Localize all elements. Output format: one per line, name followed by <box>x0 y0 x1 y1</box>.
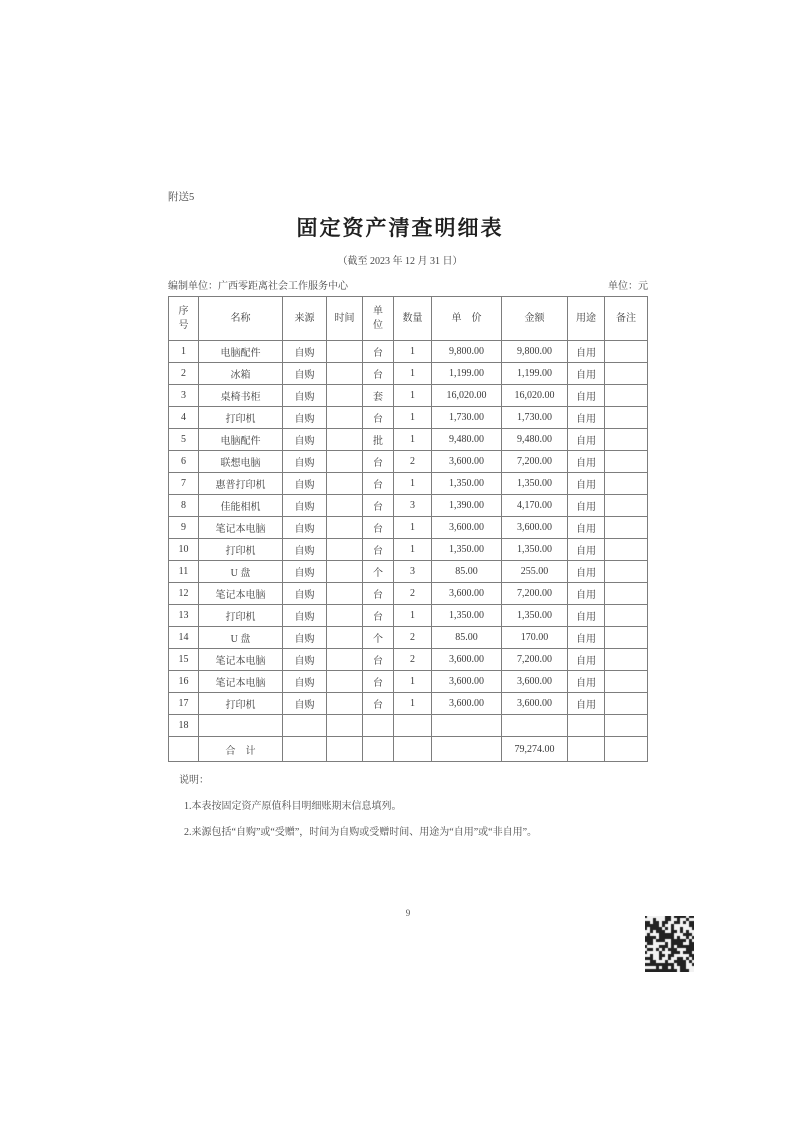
cell <box>327 583 363 605</box>
cell: 1 <box>394 539 432 561</box>
cell: 16,020.00 <box>502 385 568 407</box>
column-header-label: 金额 <box>524 312 545 324</box>
table-row <box>169 495 648 517</box>
cell: 打印机 <box>199 693 283 715</box>
cell: 台 <box>363 693 394 715</box>
cell: 3,600.00 <box>502 693 568 715</box>
cell: 18 <box>169 715 199 737</box>
cell: 自用 <box>568 407 605 429</box>
cell: 自购 <box>283 429 327 451</box>
cell: 台 <box>363 605 394 627</box>
cell <box>432 715 502 737</box>
asset-inventory-table <box>168 296 648 762</box>
column-header <box>327 297 363 341</box>
cell <box>169 737 199 762</box>
cell: 自用 <box>568 473 605 495</box>
cell <box>327 341 363 363</box>
table-row <box>169 583 648 605</box>
cell: 3 <box>169 385 199 407</box>
table-row <box>169 539 648 561</box>
prepared-by-label: 编制单位：广西零距离社会工作服务中心 <box>168 281 348 292</box>
cell <box>605 407 648 429</box>
cell: 自用 <box>568 649 605 671</box>
cell: 台 <box>363 473 394 495</box>
cell: 3,600.00 <box>502 671 568 693</box>
cell <box>605 363 648 385</box>
cell <box>327 429 363 451</box>
table-row <box>169 473 648 495</box>
cell: 自购 <box>283 407 327 429</box>
cell: 自购 <box>283 561 327 583</box>
column-header-label: 序号 <box>178 306 189 331</box>
cell <box>605 627 648 649</box>
cell: 1,350.00 <box>432 539 502 561</box>
cell <box>568 737 605 762</box>
cell: 3 <box>394 561 432 583</box>
cell: 批 <box>363 429 394 451</box>
cell: 3,600.00 <box>502 517 568 539</box>
cell: 1 <box>394 341 432 363</box>
column-header <box>568 297 605 341</box>
cell: 1,199.00 <box>502 363 568 385</box>
cell: 自用 <box>568 341 605 363</box>
cell <box>605 649 648 671</box>
cell: 自购 <box>283 473 327 495</box>
cell: 台 <box>363 363 394 385</box>
cell: 台 <box>363 407 394 429</box>
table-row <box>169 649 648 671</box>
cell <box>327 473 363 495</box>
qr-code <box>645 916 694 972</box>
cell: 3,600.00 <box>432 649 502 671</box>
cell: 个 <box>363 561 394 583</box>
note-item-2: 2.来源包括“自购”或“受赠”，时间为自购或受赠时间、用途为“自用”或“非自用”。 <box>184 827 538 838</box>
cell: 170.00 <box>502 627 568 649</box>
cell: 自购 <box>283 363 327 385</box>
table-row <box>169 363 648 385</box>
cell: 自购 <box>283 693 327 715</box>
cell: 自用 <box>568 385 605 407</box>
column-header <box>283 297 327 341</box>
cell: 8 <box>169 495 199 517</box>
cell <box>363 737 394 762</box>
cell: 1 <box>394 407 432 429</box>
column-header <box>502 297 568 341</box>
table-row <box>169 517 648 539</box>
cell: 1,730.00 <box>502 407 568 429</box>
cell: 3,600.00 <box>432 517 502 539</box>
cell: 1 <box>394 671 432 693</box>
column-header <box>605 297 648 341</box>
cell <box>394 737 432 762</box>
cell: 255.00 <box>502 561 568 583</box>
cell: 自购 <box>283 517 327 539</box>
cell: 3,600.00 <box>432 693 502 715</box>
cell: 16 <box>169 671 199 693</box>
cell: 自用 <box>568 495 605 517</box>
column-header-label: 来源 <box>294 312 315 324</box>
cell: 7,200.00 <box>502 649 568 671</box>
cell: U 盘 <box>199 561 283 583</box>
cell <box>327 715 363 737</box>
table-row <box>169 429 648 451</box>
column-header-label: 数量 <box>402 312 423 324</box>
cell: 1 <box>394 429 432 451</box>
cell: 1,350.00 <box>502 473 568 495</box>
cell <box>605 539 648 561</box>
cell <box>327 737 363 762</box>
cell: 自购 <box>283 495 327 517</box>
cell: 1,350.00 <box>432 473 502 495</box>
cell: 1 <box>394 473 432 495</box>
cell: 套 <box>363 385 394 407</box>
cell: 4,170.00 <box>502 495 568 517</box>
page-subtitle: （截至 2023 年 12 月 31 日） <box>337 256 463 267</box>
column-header-label: 单 价 <box>451 312 482 324</box>
cell: 自购 <box>283 627 327 649</box>
cell: 台 <box>363 583 394 605</box>
cell <box>327 495 363 517</box>
cell: 1 <box>394 605 432 627</box>
page-title: 固定资产清查明细表 <box>296 217 504 240</box>
cell <box>363 715 394 737</box>
cell <box>605 605 648 627</box>
column-header-label: 用途 <box>576 312 596 324</box>
table-row <box>169 627 648 649</box>
cell: 自用 <box>568 671 605 693</box>
table-row <box>169 715 648 737</box>
attachment-label: 附送5 <box>168 192 195 203</box>
cell: 3,600.00 <box>432 583 502 605</box>
cell: 台 <box>363 517 394 539</box>
cell: 1,390.00 <box>432 495 502 517</box>
table-row <box>169 451 648 473</box>
cell: 2 <box>394 649 432 671</box>
cell: 电脑配件 <box>199 341 283 363</box>
cell <box>605 451 648 473</box>
cell: 笔记本电脑 <box>199 671 283 693</box>
cell: 15 <box>169 649 199 671</box>
cell: 13 <box>169 605 199 627</box>
page-number: 9 <box>405 908 411 918</box>
cell <box>327 451 363 473</box>
cell: 联想电脑 <box>199 451 283 473</box>
cell: 合 计 <box>199 737 283 762</box>
cell: 12 <box>169 583 199 605</box>
column-header-label: 时间 <box>334 312 355 324</box>
cell <box>283 737 327 762</box>
cell: 2 <box>394 627 432 649</box>
cell: 台 <box>363 495 394 517</box>
cell: 佳能相机 <box>199 495 283 517</box>
cell: 自购 <box>283 605 327 627</box>
column-header-label: 名称 <box>230 312 251 324</box>
cell: 自用 <box>568 627 605 649</box>
cell: 自用 <box>568 517 605 539</box>
cell: 台 <box>363 671 394 693</box>
cell: 9,800.00 <box>502 341 568 363</box>
cell: U 盘 <box>199 627 283 649</box>
cell: 2 <box>394 583 432 605</box>
cell: 3,600.00 <box>432 451 502 473</box>
cell <box>605 737 648 762</box>
cell <box>605 583 648 605</box>
cell: 1 <box>394 363 432 385</box>
cell: 16,020.00 <box>432 385 502 407</box>
cell <box>327 517 363 539</box>
cell: 1 <box>169 341 199 363</box>
cell: 惠普打印机 <box>199 473 283 495</box>
column-header <box>169 297 199 341</box>
cell: 1,199.00 <box>432 363 502 385</box>
cell <box>327 385 363 407</box>
cell: 1 <box>394 385 432 407</box>
table-header-row <box>169 297 648 341</box>
column-header <box>199 297 283 341</box>
notes-heading: 说明： <box>179 775 209 786</box>
note-item-1: 1.本表按固定资产原值科目明细账期末信息填列。 <box>184 801 402 812</box>
cell: 打印机 <box>199 407 283 429</box>
cell: 79,274.00 <box>502 737 568 762</box>
cell: 台 <box>363 451 394 473</box>
cell <box>327 649 363 671</box>
cell: 冰箱 <box>199 363 283 385</box>
cell: 笔记本电脑 <box>199 517 283 539</box>
cell: 自购 <box>283 385 327 407</box>
unit-label: 单位：元 <box>608 281 648 292</box>
cell <box>605 341 648 363</box>
cell: 自购 <box>283 583 327 605</box>
cell <box>502 715 568 737</box>
cell <box>283 715 327 737</box>
cell: 桌椅书柜 <box>199 385 283 407</box>
cell: 笔记本电脑 <box>199 583 283 605</box>
cell: 9,800.00 <box>432 341 502 363</box>
cell: 自购 <box>283 671 327 693</box>
cell: 85.00 <box>432 561 502 583</box>
cell <box>327 539 363 561</box>
cell <box>605 715 648 737</box>
table-row <box>169 385 648 407</box>
cell: 自购 <box>283 451 327 473</box>
cell <box>568 715 605 737</box>
cell: 自用 <box>568 363 605 385</box>
table-row <box>169 561 648 583</box>
cell: 14 <box>169 627 199 649</box>
cell: 11 <box>169 561 199 583</box>
cell <box>605 671 648 693</box>
cell: 1,350.00 <box>502 539 568 561</box>
cell <box>432 737 502 762</box>
cell <box>327 363 363 385</box>
cell: 1 <box>394 517 432 539</box>
table-row <box>169 341 648 363</box>
cell: 电脑配件 <box>199 429 283 451</box>
cell: 7,200.00 <box>502 451 568 473</box>
cell: 5 <box>169 429 199 451</box>
table-row <box>169 407 648 429</box>
cell: 打印机 <box>199 539 283 561</box>
cell <box>394 715 432 737</box>
cell: 10 <box>169 539 199 561</box>
cell: 9,480.00 <box>432 429 502 451</box>
cell <box>605 385 648 407</box>
cell <box>327 561 363 583</box>
cell: 1,350.00 <box>432 605 502 627</box>
header-row <box>169 297 648 341</box>
cell: 自购 <box>283 649 327 671</box>
total-row <box>169 737 648 762</box>
cell: 2 <box>169 363 199 385</box>
cell <box>327 605 363 627</box>
cell: 自用 <box>568 693 605 715</box>
cell: 9 <box>169 517 199 539</box>
column-header-label: 单位 <box>373 306 383 331</box>
cell <box>605 693 648 715</box>
cell <box>605 429 648 451</box>
cell: 个 <box>363 627 394 649</box>
table-row <box>169 605 648 627</box>
cell: 自用 <box>568 539 605 561</box>
column-header-label: 备注 <box>616 312 636 324</box>
cell <box>327 693 363 715</box>
cell <box>327 627 363 649</box>
cell: 7 <box>169 473 199 495</box>
cell: 6 <box>169 451 199 473</box>
cell: 3,600.00 <box>432 671 502 693</box>
cell: 自用 <box>568 451 605 473</box>
cell: 台 <box>363 341 394 363</box>
cell <box>605 495 648 517</box>
cell: 7,200.00 <box>502 583 568 605</box>
cell: 打印机 <box>199 605 283 627</box>
cell <box>199 715 283 737</box>
cell <box>327 407 363 429</box>
cell <box>605 517 648 539</box>
cell: 自购 <box>283 539 327 561</box>
cell: 自购 <box>283 341 327 363</box>
cell: 自用 <box>568 561 605 583</box>
cell: 4 <box>169 407 199 429</box>
cell: 笔记本电脑 <box>199 649 283 671</box>
cell <box>605 561 648 583</box>
cell: 自用 <box>568 605 605 627</box>
cell: 85.00 <box>432 627 502 649</box>
table-row <box>169 671 648 693</box>
cell: 台 <box>363 539 394 561</box>
table-body <box>169 341 648 762</box>
meta-row <box>168 277 648 292</box>
column-header <box>363 297 394 341</box>
cell: 自用 <box>568 583 605 605</box>
cell: 17 <box>169 693 199 715</box>
cell: 9,480.00 <box>502 429 568 451</box>
cell: 台 <box>363 649 394 671</box>
column-header <box>432 297 502 341</box>
cell <box>605 473 648 495</box>
column-header <box>394 297 432 341</box>
cell: 1,730.00 <box>432 407 502 429</box>
cell: 自用 <box>568 429 605 451</box>
cell: 1,350.00 <box>502 605 568 627</box>
cell <box>327 671 363 693</box>
cell: 3 <box>394 495 432 517</box>
cell: 1 <box>394 693 432 715</box>
cell: 2 <box>394 451 432 473</box>
table-row <box>169 693 648 715</box>
